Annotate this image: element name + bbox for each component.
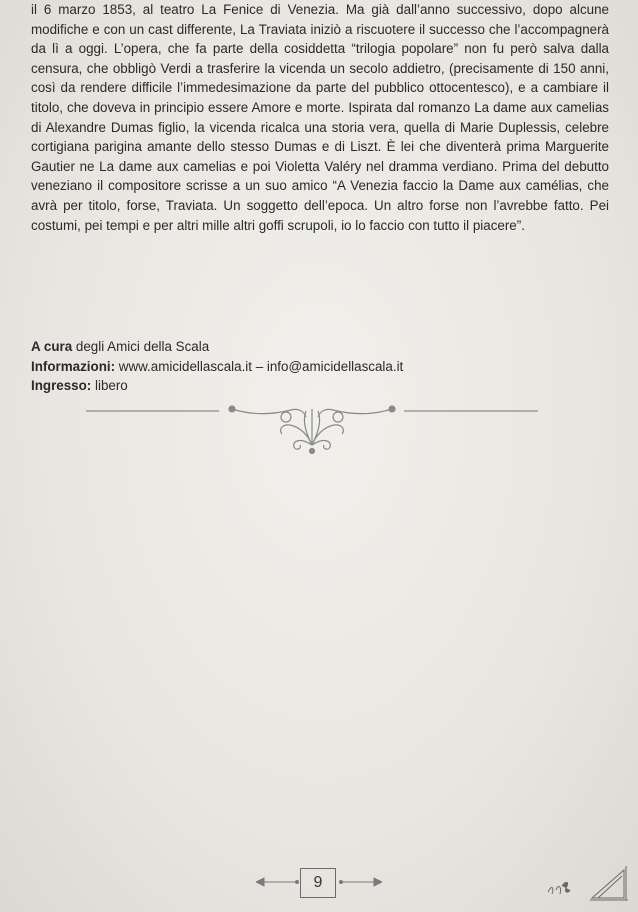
credits-info-line — [31, 357, 609, 377]
ornamental-divider-icon — [86, 397, 538, 457]
left-arrow-ornament-icon — [256, 876, 300, 888]
ingresso-label: Ingresso: — [31, 378, 92, 394]
ingresso-value: libero — [91, 378, 128, 394]
credits-ingresso-line — [31, 376, 609, 396]
cura-label: A cura — [31, 339, 73, 354]
info-label: Informazioni: — [31, 358, 116, 374]
info-value: www.amicidellascala.it – info@amicidellascala.it — [115, 358, 404, 374]
cura-value: degli Amici della Scala — [72, 339, 210, 354]
credits-cura-line — [31, 337, 609, 357]
page-number-box — [300, 868, 336, 898]
page-footer — [0, 862, 638, 912]
right-arrow-ornament-icon — [338, 876, 382, 888]
credits-block — [31, 337, 609, 396]
page-number: 9 — [313, 874, 323, 891]
body-paragraph: il 6 marzo 1853, al teatro La Fenice di Venezia. Ma già dall’anno successivo, dopo alcune modifiche e con un cast differente, La Traviata iniziò a riscuotere il successo che l’accompagnerà da lì a oggi. L’opera, che fa parte della cosiddetta “trilogia popolare” non fu però salva dalla censura, che obbligò Verdi a trasferire la vicenda un secolo addietro, (precisamente di 150 anni, così da rendere difficile l’immedesimazione da parte del pubblico ottocentesco), e a cambiare il titolo, che doveva in principio essere Amore e morte. Ispirata dal romanzo La dame aux camelias di Alexandre Dumas figlio, la vicenda ricalca una storia vera, quella di Marie Duplessis, celebre cortigiana parigina amante dello stesso Dumas e di Liszt. È lei che diventerà prima Marguerite Gautier ne La dame aux camelias e poi Violetta Valéry nel dramma verdiano. Prima del debutto veneziano il compositore scrisse a un suo amico “A Venezia faccio la Dame aux camélias, che avrà per titolo, forse, Traviata. Un soggetto dell’epoca. Un altro forse non l’avrebbe fatto. Pei costumi, pei tempi e per altri mille altri goffi scrupoli, io lo faccio con tutto il piacere”. — [31, 2, 609, 233]
corner-drawing-icon — [540, 862, 632, 902]
